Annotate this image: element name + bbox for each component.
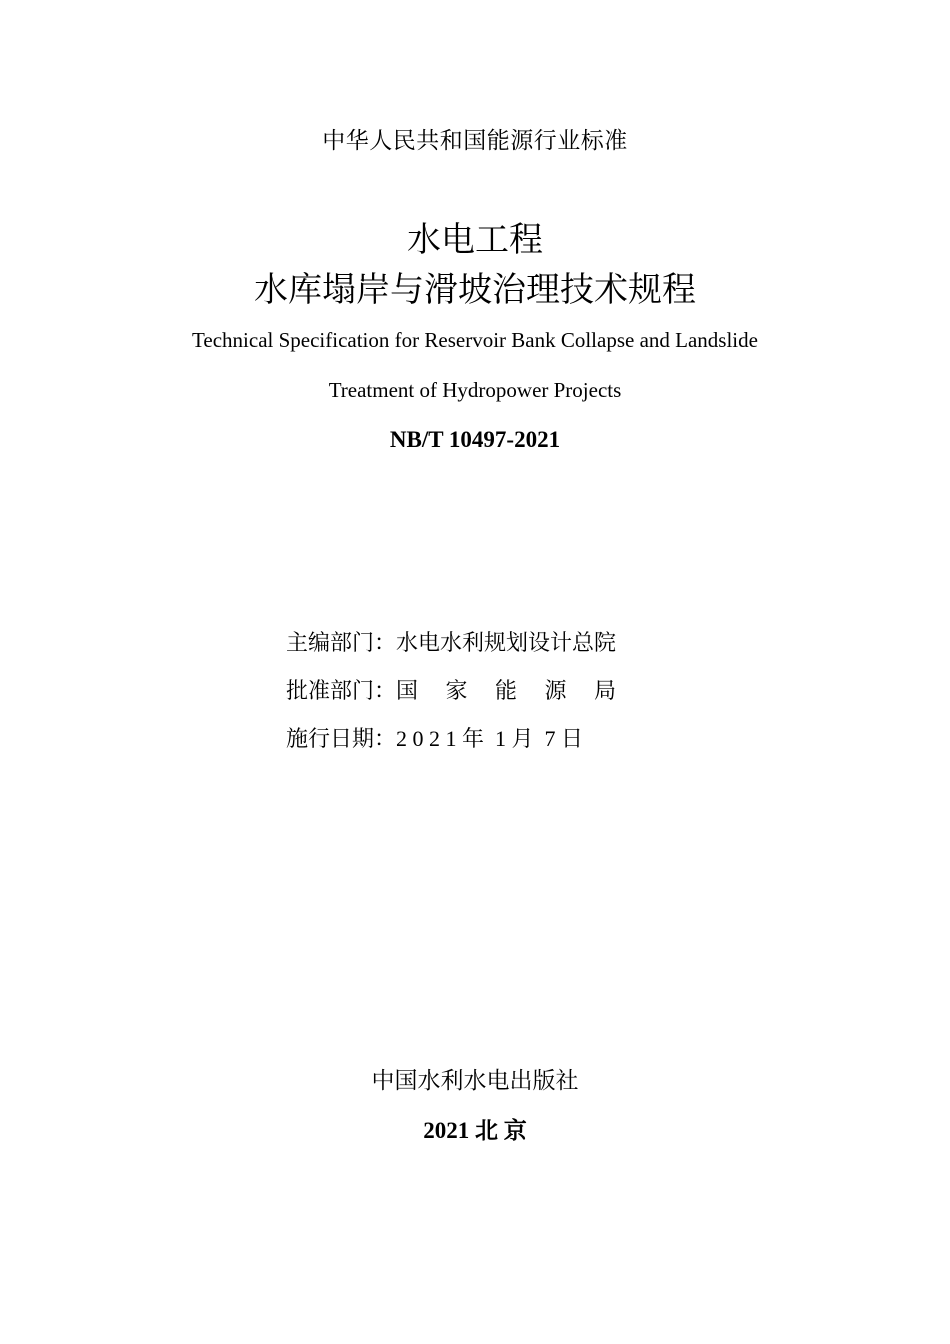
effective-date: 施行日期：2 0 2 1 年 1 月 7 日: [286, 726, 584, 751]
document-title-line-2: 水库塌岸与滑坡治理技术规程: [254, 272, 696, 309]
document-title-line-1: 水电工程: [407, 222, 543, 259]
english-title-line-1: Technical Specification for Reservoir Bank Collapse and Landslide: [192, 328, 758, 352]
chief-editor-department: 主编部门：水电水利规划设计总院: [286, 630, 617, 655]
publication-place-year: 2021 北 京: [423, 1118, 527, 1143]
standard-code: NB/T 10497-2021: [389, 427, 561, 452]
approving-department: 批准部门：国 家 能 源 局: [286, 678, 617, 703]
english-title-line-2: Treatment of Hydropower Projects: [328, 378, 622, 402]
publisher: 中国水利水电出版社: [371, 1068, 579, 1093]
standard-category: 中华人民共和国能源行业标准: [322, 128, 628, 154]
